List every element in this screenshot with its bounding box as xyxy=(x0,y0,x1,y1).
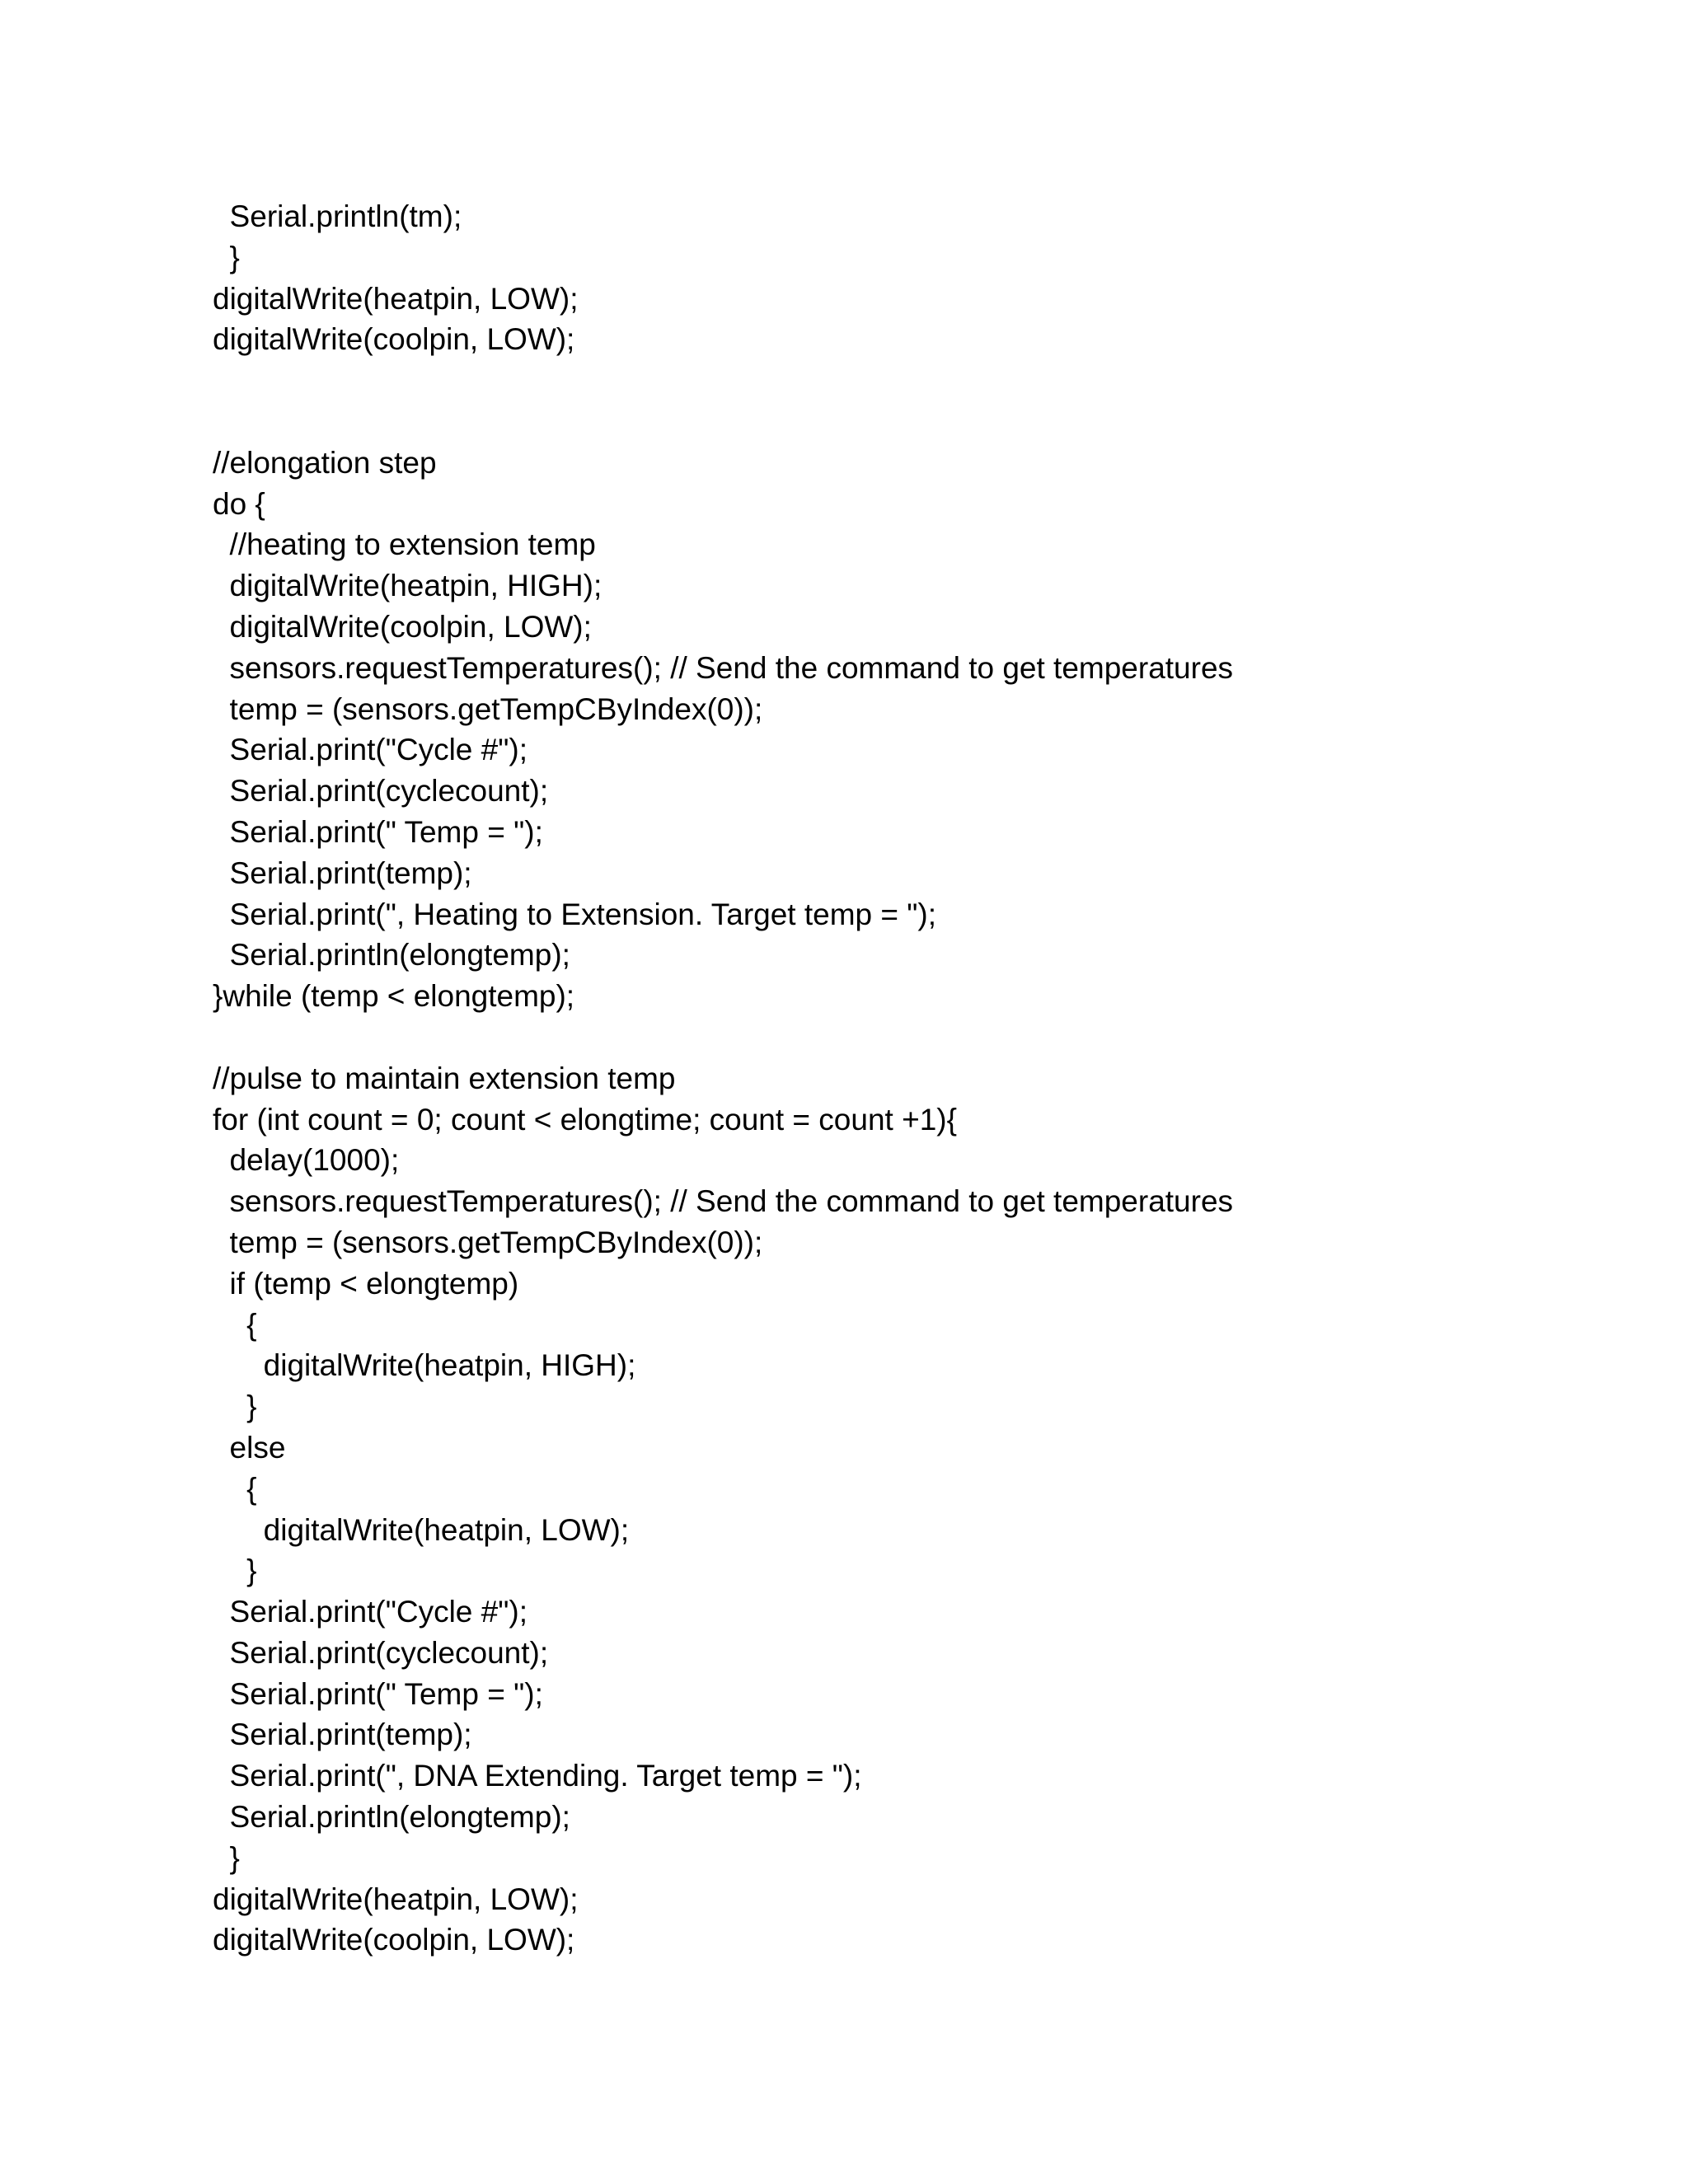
code-line: Serial.print(", Heating to Extension. Target temp = "); xyxy=(213,897,937,931)
code-comment: //pulse to maintain extension temp xyxy=(213,1061,676,1095)
code-comment: //heating to extension temp xyxy=(213,527,596,562)
code-line: Serial.println(tm); xyxy=(213,199,462,233)
code-line: Serial.print("Cycle #"); xyxy=(213,733,528,767)
code-comment: //elongation step xyxy=(213,445,437,480)
code-line: delay(1000); xyxy=(213,1143,400,1178)
code-line: digitalWrite(coolpin, LOW); xyxy=(213,1923,575,1957)
code-line: Serial.print(temp); xyxy=(213,855,472,890)
code-line: for (int count = 0; count < elongtime; count = count +1){ xyxy=(213,1102,957,1137)
code-line: digitalWrite(heatpin, HIGH); xyxy=(213,569,603,603)
code-line: Serial.println(elongtemp); xyxy=(213,1800,570,1835)
code-line: Serial.print("Cycle #"); xyxy=(213,1595,528,1629)
code-line: digitalWrite(heatpin, LOW); xyxy=(213,1882,579,1916)
code-line: else xyxy=(213,1430,286,1465)
code-line: { xyxy=(213,1471,257,1506)
code-line: Serial.print(" Temp = "); xyxy=(213,1676,543,1711)
code-line: if (temp < elongtemp) xyxy=(213,1266,519,1301)
blank-line xyxy=(213,1017,1573,1058)
code-line: } xyxy=(213,1840,240,1875)
code-line: Serial.print(cyclecount); xyxy=(213,1635,549,1670)
blank-line xyxy=(213,360,1573,401)
code-line: Serial.print(temp); xyxy=(213,1718,472,1752)
code-line: digitalWrite(heatpin, HIGH); xyxy=(213,1348,636,1383)
code-line: Serial.println(elongtemp); xyxy=(213,938,570,972)
code-line: } xyxy=(213,1554,257,1588)
code-line: digitalWrite(coolpin, LOW); xyxy=(213,609,592,644)
code-line: } xyxy=(213,240,240,274)
code-line: Serial.print(", DNA Extending. Target temp = "); xyxy=(213,1759,862,1793)
code-line: temp = (sensors.getTempCByIndex(0)); xyxy=(213,691,763,726)
code-line: Serial.print(" Temp = "); xyxy=(213,814,543,849)
code-line: digitalWrite(heatpin, LOW); xyxy=(213,281,579,316)
code-listing xyxy=(213,196,1573,1961)
code-line: } xyxy=(213,1390,257,1424)
code-line: do { xyxy=(213,486,265,521)
code-line: sensors.requestTemperatures(); // Send the command to get temperatures xyxy=(213,650,1234,685)
code-line: { xyxy=(213,1307,257,1342)
code-line: sensors.requestTemperatures(); // Send the command to get temperatures xyxy=(213,1184,1234,1219)
blank-line xyxy=(213,401,1573,443)
code-line: digitalWrite(heatpin, LOW); xyxy=(213,1512,630,1547)
code-line: temp = (sensors.getTempCByIndex(0)); xyxy=(213,1225,763,1259)
code-line: digitalWrite(coolpin, LOW); xyxy=(213,322,575,357)
code-line: }while (temp < elongtemp); xyxy=(213,979,575,1014)
code-line: Serial.print(cyclecount); xyxy=(213,774,549,808)
